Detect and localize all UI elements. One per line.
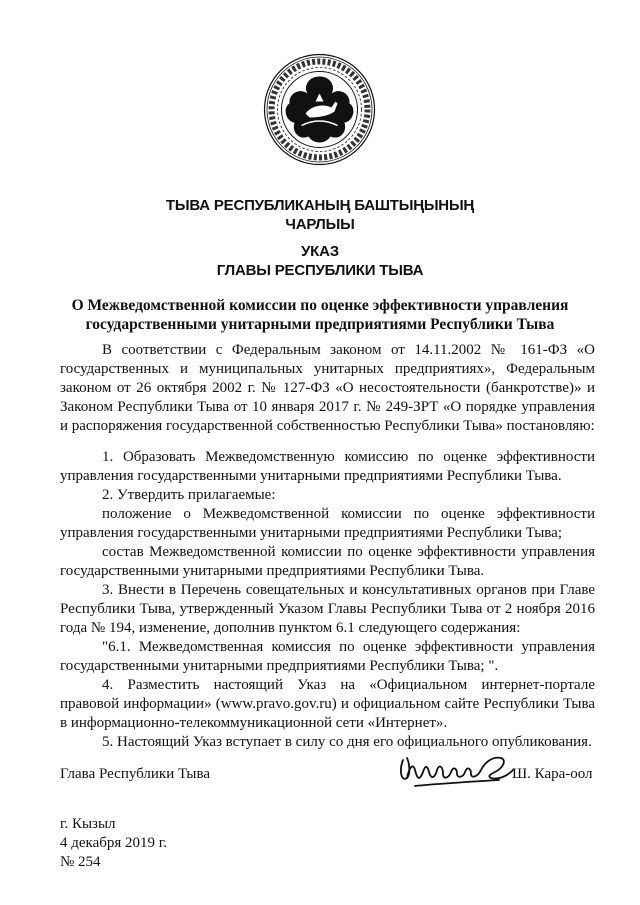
- item-1-paragraph: 1. Образовать Межведомственную комиссию по оценке эффективности управления государственными унитарными предприятиями Республики Тыва.: [60, 449, 595, 484]
- handwritten-signature: [395, 748, 520, 798]
- header-decree: УКАЗ: [301, 243, 339, 260]
- emblem-icon: [262, 52, 377, 167]
- footer-number: № 254: [60, 854, 101, 870]
- item-2-paragraph: 2. Утвердить прилагаемые:: [102, 487, 276, 503]
- item-5-paragraph: 5. Настоящий Указ вступает в силу со дня его официального опубликования.: [102, 734, 592, 750]
- item-4-paragraph: 4. Разместить настоящий Указ на «Официальном интернет-портале правовой информации» (www.pravo.gov.ru) и официальном сайте Республики Тыва в информационно-телекоммуникационной сети «Интернет».: [60, 677, 595, 731]
- header-tuvan-line2: ЧАРЛЫЫ: [285, 216, 355, 233]
- header-tuvan-line1: ТЫВА РЕСПУБЛИКАНЫҢ БАШТЫҢЫНЫҢ: [165, 197, 475, 214]
- document-title-line1: О Межведомственной комиссии по оценке эффективности управления: [71, 297, 569, 314]
- footer-city: г. Кызыл: [60, 816, 116, 832]
- footer-date: 4 декабря 2019 г.: [60, 835, 167, 851]
- preamble-paragraph: В соответствии с Федеральным законом от 14.11.2002 № 161-ФЗ «О государственных и муниципальных унитарных предприятиях», Федеральным законом от 26 октября 2002 г. № 127-ФЗ «О несостоятельности (банкротстве)» и Законом Республики Тыва от 10 января 2017 г. № 249-ЗРТ «О порядке управления и распоряжения государственной собственностью Республики Тыва» постановляю:: [60, 342, 595, 434]
- item-3-quote-paragraph: "6.1. Межведомственная комиссия по оценке эффективности управления государственными унитарными предприятиями Республики Тыва; ".: [60, 639, 595, 674]
- document-title-line2: государственными унитарными предприятиями Республики Тыва: [85, 316, 555, 333]
- item-3-paragraph: 3. Внести в Перечень совещательных и консультативных органов при Главе Республики Тыва, утвержденный Указом Главы Республики Тыва от 2 ноября 2016 года № 194, изменение, дополнив пунктом 6.1 следующего содержания:: [60, 582, 595, 636]
- signatory-name: Ш. Кара-оол: [512, 766, 593, 782]
- item-2a-paragraph: положение о Межведомственной комиссии по оценке эффективности управления государственными унитарными предприятиями Республики Тыва;: [60, 506, 595, 541]
- document-body: [60, 341, 595, 752]
- header-head-of-republic: ГЛАВЫ РЕСПУБЛИКИ ТЫВА: [216, 262, 424, 279]
- item-2b-paragraph: состав Межведомственной комиссии по оценке эффективности управления государственными унитарными предприятиями Республики Тыва.: [60, 544, 595, 579]
- signatory-position: Глава Республики Тыва: [60, 766, 211, 782]
